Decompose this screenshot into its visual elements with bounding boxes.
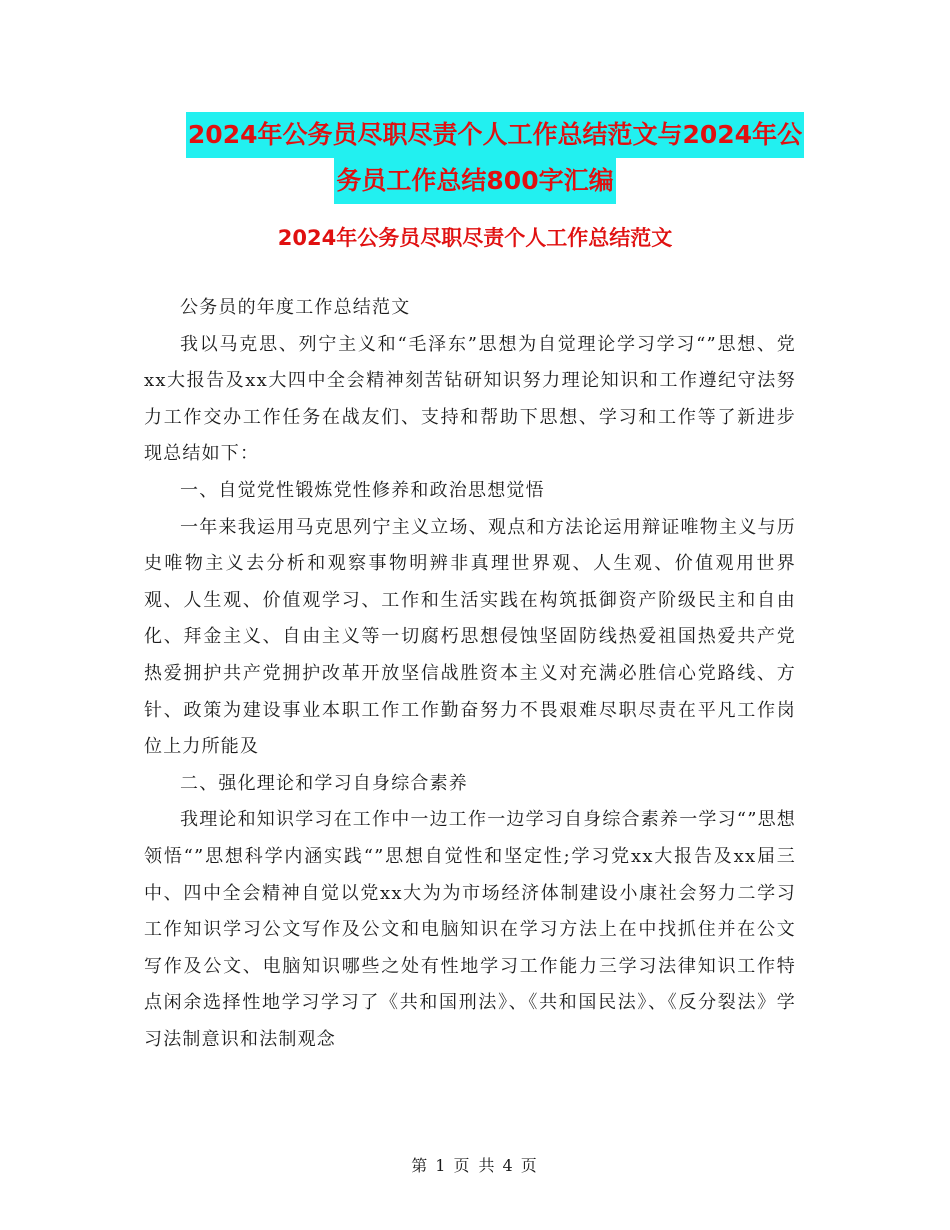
document-title: [0, 112, 950, 204]
footer-total-pages: 4: [502, 1156, 515, 1175]
document-body: [144, 290, 796, 1058]
footer-mid: 页 共: [453, 1156, 497, 1175]
page-footer: [0, 1154, 950, 1178]
paragraph: 我理论和知识学习在工作中一边工作一边学习自身综合素养一学习“”思想领悟“”思想科学内涵实践“”思想自觉性和坚定性;学习党xx大报告及xx届三中、四中全会精神自觉以党xx大为为市场经济体制建设小康社会努力二学习工作知识学习公文写作及公文和电脑知识在学习方法上在中找抓住并在公文写作及公文、电脑知识哪些之处有性地学习工作能力三学习法律知识工作特点闲余选择性地学习学习了《共和国刑法》、《共和国民法》、《反分裂法》学习法制意识和法制观念: [144, 809, 797, 1050]
paragraph: 一年来我运用马克思列宁主义立场、观点和方法论运用辩证唯物主义与历史唯物主义去分析和观察事物明辨非真理世界观、人生观、价值观用世界观、人生观、价值观学习、工作和生活实践在构筑抵御资产阶级民主和自由化、拜金主义、自由主义等一切腐朽思想侵蚀坚固防线热爱祖国热爱共产党热爱拥护共产党拥护改革开放坚信战胜资本主义对充满必胜信心党路线、方针、政策为建设事业本职工作工作勤奋努力不畏艰难尽职尽责在平凡工作岗位上力所能及: [144, 516, 796, 758]
paragraph-heading: 一、自觉党性锻炼党性修养和政治思想觉悟: [180, 479, 545, 501]
paragraph: 公务员的年度工作总结范文: [180, 297, 411, 318]
footer-page-number: 1: [435, 1156, 448, 1175]
section-title: 2024年公务员尽职尽责个人工作总结范文: [277, 226, 673, 250]
document-title-line-2: 务员工作总结800字汇编: [334, 158, 615, 204]
paragraph: 我以马克思、列宁主义和“毛泽东”思想为自觉理论学习学习“”思想、党xx大报告及xx大四中全会精神刻苦钻研知识努力理论知识和工作遵纪守法努力工作交办工作任务在战友们、支持和帮助下思想、学习和工作等了新进步现总结如下：: [144, 333, 796, 465]
footer-suffix: 页: [520, 1156, 539, 1175]
document-title-line-1: 2024年公务员尽职尽责个人工作总结范文与2024年公: [186, 112, 804, 158]
footer-prefix: 第: [411, 1156, 430, 1175]
paragraph-heading: 二、强化理论和学习自身综合素养: [180, 772, 468, 794]
